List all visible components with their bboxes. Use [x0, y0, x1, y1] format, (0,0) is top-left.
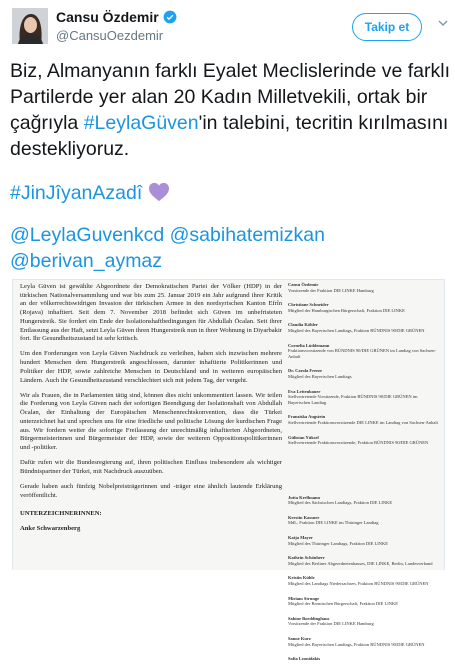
document-main-text [20, 283, 282, 540]
signatory-entry: Dr. Carola Freeze Mitglied des Bayerischen Landtags [288, 368, 352, 379]
signatory-entry: Katja Mayer Mitglied des Thüringer Landtags, Fraktion DIE LINKE [288, 535, 389, 546]
signatory-list [288, 282, 438, 671]
tweet-paragraph-hashtag [10, 180, 450, 206]
follow-button[interactable]: Takip et [352, 13, 422, 41]
signatory-entry: Sofia Leonidakis [288, 656, 321, 662]
signatory-entry: Cornelia Lüddemann Fraktionsvorsitzende von BÜNDNIS 90/DIE GRÜNEN im Landtag von Sachsen-Anhalt [288, 342, 436, 359]
doc-paragraph: Gerade haben auch fünfzig Nobelpreisträgerinnen und -träger eine ähnlich lautende Erklärung veröffentlicht. [20, 483, 282, 499]
doc-paragraph: Dafür rufen wir die Bundesregierung auf, ihren politischen Einfluss insbesondere als wichtiger Bündnispartner der Türkei, mit Nachdruck auszuüben. [20, 459, 282, 475]
display-name[interactable]: Cansu Özdemir [56, 9, 177, 27]
tweet-header [0, 0, 455, 52]
tweet-paragraph-main: Biz, Almanyanın farklı Eyalet Meclislerinde ve farklı Partilerde yer alan 20 Kadın Milletvekili, ortak bir çağrıyla #LeylaGüven'in talebini, tecritin kırılmasını destekliyoruz. [10, 60, 451, 160]
verified-badge-icon [163, 10, 177, 27]
signatory-entry: Franziska Augstein Stellvertretende Fraktionsvorsitzende DIE LINKE im Landtag von Sachsen-Anhalt [288, 414, 438, 425]
signatory-entry: Sanne Kurz Mitglied des Bayerischen Landtags, Fraktion BÜNDNIS 90/DIE GRÜNEN [288, 636, 425, 647]
doc-paragraph: Leyla Güven ist gewählte Abgeordnete der Demokratischen Partei der Völker (HDP) in der türkischen Nationalversammlung und war bis zum 25. Januar 2019 ein Jahr aufgrund ihrer Kritik an der völkerrechtswidrigen Invasion der türkischen Armee in den nordsyrischen Kanton Efrîn (Rojava) inhaftiert. Seit dem 7. November 2018 befindet sich Güven im unbefristeten Hungerstreik. Sie fordert ein Ende der Isolationshaftbedingungen für Abdullah Öcalan. Seit ihrer Entlassung aus der Haft, setzt Leyla Güven ihren Hungerstreik nun in ihrer Wohnung in Diyarbakir fort. Ihr Gesundheitszustand ist sehr kritisch. [20, 283, 282, 343]
doc-paragraph: Um den Forderungen von Leyla Güven Nachdruck zu verleihen, haben sich inzwischen mehrere hundert Menschen dem Hungerstreik angeschlossen, darunter inhaftierte Politikerinnen und Politiker der HDP, sowie zahlreiche Menschen in Deutschland und in weiteren europäischen Ländern. Auch ihr Gesundheitszustand verschlechtert sich mit jedem Tag, der vergeht. [20, 350, 282, 384]
signatories-heading: UNTERZEICHNERINNEN: [20, 510, 102, 518]
doc-paragraph: Wir als Frauen, die in Parlamenten tätig sind, können dies nicht unkommentiert lassen. Wir teilen die Forderung von Leyla Güven nach der sofortigen Beendigung der Isolationshaft von Abdullah Öcalan, der Einhaltung der Europäischen Menschenrechtskonvention, dass die Türkei unterzeichnet hat und sprechen uns für eine friedliche und politische Lösung der kurdischen Frage aus. Wir fordern weiter die sofortige Freilassung der unrechtmäßig inhaftierten Abgeordneten, Bürgermeisterinnen und Bürgermeister der HDP, sowie der weiteren Oppositionspolitikerinnen und -politiker. [20, 391, 282, 451]
signatory-entry: Eva Lettenbauer Stellvertretende Vorsitzende, Fraktion BÜNDNIS 90/DIE GRÜNEN im Bayerischen Landtag [288, 388, 418, 405]
signatory-entry: Cansu Özdemir Vorsitzende der Fraktion DIE LINKE Hamburg [288, 282, 374, 293]
signatory-entry: Gülistan Yüksel Stellvertretende Fraktionsvorsitzende, Fraktion BÜNDNIS 90/DIE GRÜNEN [288, 434, 429, 446]
mention-sabihatemizkan[interactable]: @sabihatemizkan [169, 224, 325, 246]
signatory-entry: Christiane Schneider Mitglied der Hamburgischen Bürgerschaft, Fraktion DIE LINKE [288, 302, 405, 313]
avatar[interactable] [12, 8, 48, 44]
attached-document-image[interactable] [12, 279, 445, 662]
chevron-down-icon[interactable] [437, 17, 449, 29]
list-gap [288, 455, 438, 495]
signatory-entry: Miriam Strunge Mitglied der Bremischen Bürgerschaft, Fraktion DIE LINKE [288, 595, 399, 607]
mention-leylaguvenkcd[interactable]: @LeylaGuvenkcd [10, 224, 165, 246]
first-signatory: Anke Schwarzenberg [20, 525, 81, 533]
purple-heart-icon [148, 182, 170, 202]
hashtag-jinjiyanazadi[interactable]: #JinJîyanAzadî [10, 182, 143, 204]
signatory-entry: Kerstin Kassner MdL, Fraktion DIE LINKE im Thüringer Landtag [288, 514, 379, 526]
mention-berivan-aymaz[interactable]: @berivan_aymaz [10, 250, 163, 272]
signatory-entry: Sabine Boeddinghaus Vorsitzende der Fraktion DIE LINKE Hamburg [288, 615, 374, 627]
signatory-entry: Claudia Köhler Mitglied des Bayerischen Landtags, Fraktion BÜNDNIS 90/DIE GRÜNEN [288, 322, 425, 333]
signatory-entry: Jutta Krellmann Mitglied des Sächsischen Landtags, Fraktion DIE LINKE [288, 494, 393, 506]
signatory-entry: Kathrin Schönherr Mitglied des Berliner Abgeordnetenhauses, DIE LINKE, Berlin, Landesverband [288, 555, 433, 566]
hashtag-leylaguven[interactable]: #LeylaGüven [83, 112, 199, 134]
tweet-mentions [10, 222, 450, 274]
tweet-text [10, 58, 450, 274]
signatory-entry: Kristin Kühle Mitglied des Landtags Niedersachsen, Fraktion BÜNDNIS 90/DIE GRÜNEN [288, 575, 429, 587]
user-handle[interactable]: @CansuOezdemir [56, 28, 164, 43]
